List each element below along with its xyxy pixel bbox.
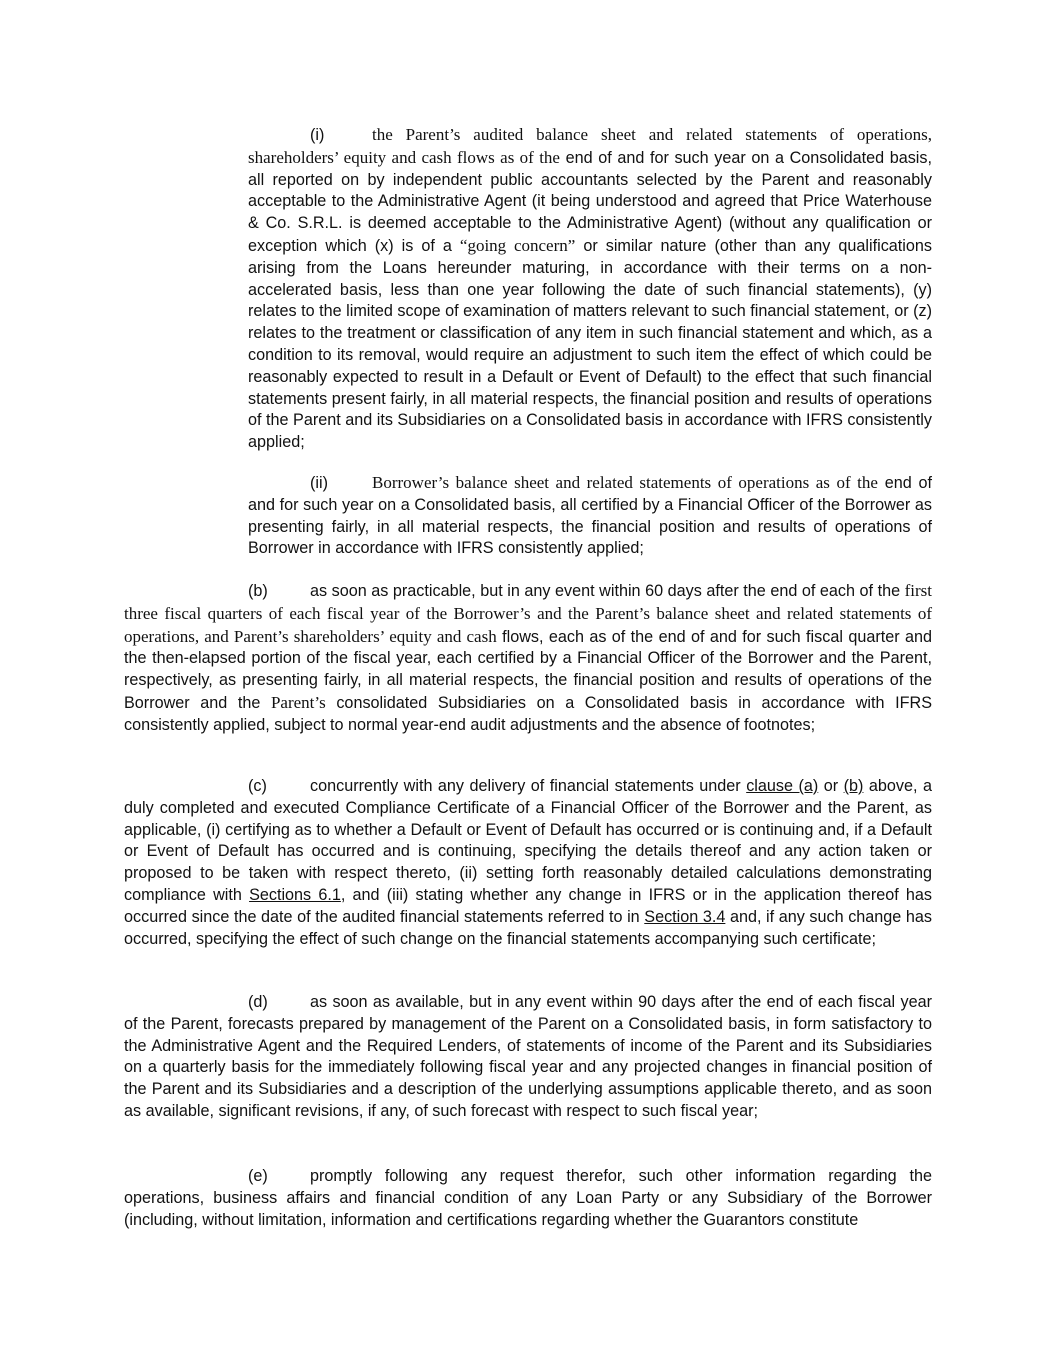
- clause-d-marker: (d): [248, 993, 268, 1011]
- clause-c-mid: or: [818, 777, 844, 795]
- clause-ii-lead: Borrower’s balance sheet and related statements of operations as of the: [372, 473, 878, 492]
- clause-c-text4: and, if any such change has occurred, specifying the effect of such change on the financial statements accompanying such certificate;: [124, 907, 932, 948]
- clause-ii-text: end of and for such year on a Consolidated basis, all certified by a Financial Officer of the Borrower as presenting fairly, in all material respects, the financial position and results of operations of Borrower in accordance with IFRS consistently applied;: [248, 474, 932, 558]
- clause-b-marker: (b): [248, 582, 268, 600]
- clause-c-text2: above, a duly completed and executed Compliance Certificate of a Financial Officer of the Borrower and the Parent, as applicable, (i) certifying as to whether a Default or Event of Default has occurred or is continuing and, if a Default or Event of Default has occurred and is continuing, specifying the details thereof and any action taken or proposed to be taken with respect thereto, (ii) setting forth reasonably detailed calculations demonstrating compliance with: [124, 777, 932, 904]
- clause-e: [124, 1166, 932, 1231]
- clause-b-reference: (b): [843, 777, 864, 795]
- clause-a-reference: clause (a): [746, 777, 819, 795]
- clause-d: [124, 992, 932, 1123]
- clause-c-text3: , and (iii) stating whether any change in IFRS or in the application thereof has occurred since the date of the audited financial statements referred to in: [124, 885, 932, 926]
- clause-b-text3: consolidated Subsidiaries on a Consolidated basis in accordance with IFRS consistently applied, subject to normal year-end audit adjustments and the absence of footnotes;: [124, 693, 932, 734]
- clause-i-marker: (i): [310, 126, 325, 144]
- clause-b-serif: first three fiscal quarters of each fiscal year of the Borrower’s and the Parent’s balance sheet and related statements of operations, and Parent’s shareholders’ equity and cash: [124, 581, 932, 646]
- clause-e-text: promptly following any request therefor, such other information regarding the operations, business affairs and financial condition of any Loan Party or any Subsidiary of the Borrower (including, without limitation, information and certifications regarding whether the Guarantors constitute: [124, 1167, 932, 1229]
- clause-b-serif2: Parent’s: [270, 692, 326, 712]
- clause-c-text: concurrently with any delivery of financial statements under: [310, 777, 747, 795]
- clause-b-text: as soon as practicable, but in any event within 60 days after the end of each of the: [310, 582, 905, 600]
- clause-ii: [248, 472, 932, 560]
- clause-i-text: end of and for such year on a Consolidated basis, all reported on by independent public accountants selected by the Parent and reasonably acceptable to the Administrative Agent (it being understood and agreed that Price Waterhouse & Co. S.R.L. is deemed acceptable to the Administrative Agent) (without any qualification or exception which (x) is of a: [248, 148, 932, 255]
- sections-6-1-reference: Sections 6.1: [249, 885, 341, 904]
- clause-i-lead: the Parent’s audited balance sheet and related statements of operations, shareholders’ equity and cash flows as of the: [248, 125, 932, 167]
- clause-b: [124, 580, 932, 737]
- clause-i-text2: or similar nature (other than any qualifications arising from the Loans hereunder maturing, in accordance with their terms on a non-accelerated basis, less than one year following the date of such financial statements), (y) relates to the limited scope of examination of matters relevant to such financial statement, or (z) relates to the treatment or classification of any item in such financial statement and which, as a condition to its removal, would require an adjustment to such item the effect of which could be reasonably expected to result in a Default or Event of Default) to the effect that such financial statements present fairly, in all material respects, the financial position and results of operations of the Parent and its Subsidiaries on a Consolidated basis in accordance with IFRS consistently applied;: [248, 236, 932, 452]
- clause-c-marker: (c): [248, 777, 267, 795]
- clause-b-text2: flows, each as of the end of and for such fiscal quarter and the then-elapsed portion of the fiscal year, each certified by a Financial Officer of the Borrower and the Parent, respectively, as presenting fairly, in all material respects, the financial position and results of operations of the Borrower and the: [124, 627, 932, 712]
- clause-e-marker: (e): [248, 1167, 268, 1185]
- clause-i-quote: “going concern”: [459, 235, 576, 255]
- clause-i: [248, 124, 932, 454]
- section-3-4-reference: Section 3.4: [644, 907, 726, 926]
- clause-ii-marker: (ii): [310, 474, 328, 492]
- clause-c: [124, 776, 932, 950]
- clause-d-text: as soon as available, but in any event within 90 days after the end of each fiscal year of the Parent, forecasts prepared by management of the Parent on a Consolidated basis, in form satisfactory to the Administrative Agent and the Required Lenders, of statements of income of the Parent and its Subsidiaries on a quarterly basis for the immediately following fiscal year and any projected changes in financial position of the Parent and its Subsidiaries and a description of the underlying assumptions applicable thereto, and as soon as available, significant revisions, if any, of such forecast with respect to such fiscal year;: [124, 993, 932, 1120]
